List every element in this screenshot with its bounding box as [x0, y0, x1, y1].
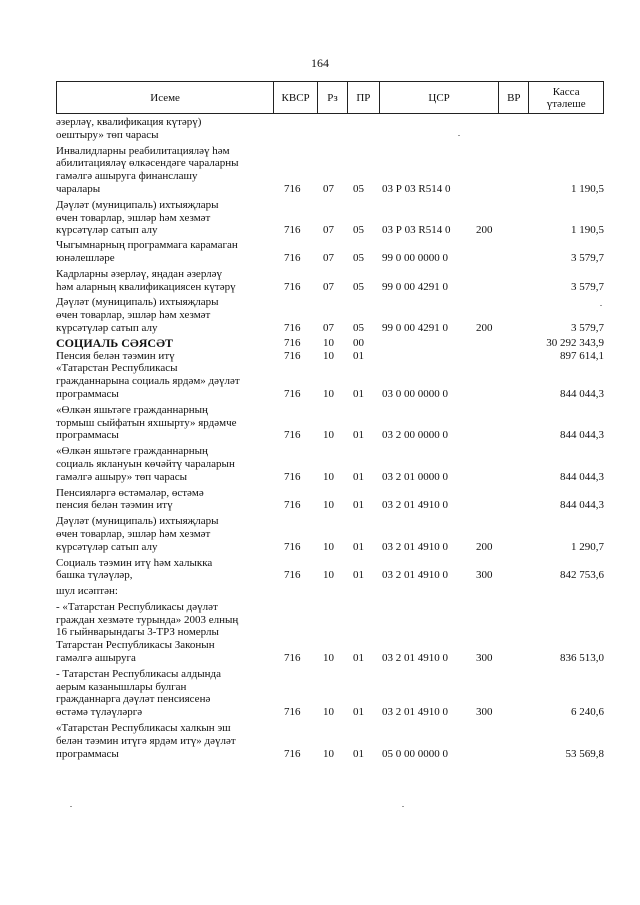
row-sum: 53 569,8	[565, 747, 604, 760]
header-kvsr: КВСР	[274, 82, 318, 113]
row-pr: 05	[353, 251, 364, 264]
row-name: «Татарстан Республикасы гражданнарына социаль ярдәм» дәүләт программасы	[56, 362, 240, 400]
table-row	[56, 350, 604, 363]
row-pr: 01	[353, 349, 364, 362]
row-name: «Татарстан Республикасы халкын эш белән тәэмин итүгә ярдәм итү» дәүләт программасы	[56, 722, 236, 760]
row-name: Дәүләт (муниципаль) ихтыяҗлары өчен товарлар, эшләр һәм хезмәт күрсәтүләр сатып алу	[56, 198, 219, 237]
row-rz: 10	[323, 349, 334, 362]
table-row	[56, 268, 604, 294]
row-rz: 10	[323, 706, 334, 719]
row-kvsr: 716	[284, 429, 301, 442]
row-name: әзерләү, квалификация күтәрү) оештыру» төп чарасы	[56, 116, 202, 141]
header-cash-execution: Касса үтәлеше	[546, 85, 586, 110]
row-csr: 99 0 00 0000 0	[382, 251, 448, 264]
row-vr: 200	[476, 224, 493, 237]
row-kvsr: 716	[284, 499, 301, 512]
row-sum: 3 579,7	[571, 321, 604, 334]
row-name: Дәүләт (муниципаль) ихтыяҗлары өчен товарлар, эшләр һәм хезмәт күрсәтүләр сатып алу	[56, 515, 219, 553]
row-sum: 844 044,3	[560, 429, 604, 442]
row-name: СОЦИАЛЬ СӘЯСӘТ	[56, 335, 173, 350]
row-pr: 00	[353, 336, 364, 349]
row-pr: 01	[353, 747, 364, 760]
row-csr: 99 0 00 4291 0	[382, 280, 448, 293]
row-kvsr: 716	[284, 747, 301, 760]
row-name: Дәүләт (муниципаль) ихтыяҗлары өчен товарлар, эшләр һәм хезмәт күрсәтүләр сатып алу	[56, 296, 219, 334]
page-number: 164	[311, 56, 329, 70]
row-pr: 05	[353, 224, 364, 237]
row-csr: 03 2 01 0000 0	[382, 470, 448, 483]
row-csr: 03 Р 03 R514 0	[382, 224, 451, 237]
row-rz: 07	[323, 321, 334, 334]
row-rz: 10	[323, 569, 334, 582]
row-sum: 844 044,3	[560, 470, 604, 483]
table-row	[56, 557, 604, 583]
row-rz: 10	[323, 336, 334, 349]
header-name: Исеме	[57, 82, 274, 113]
row-kvsr: 716	[284, 470, 301, 483]
row-rz: 10	[323, 470, 334, 483]
row-name: - Татарстан Республикасы алдында аерым казанышлары булган гражданнарга дәүләт пенсиясенә өстәмә түләүләргә	[56, 667, 221, 719]
row-sum: 844 044,3	[560, 387, 604, 400]
row-kvsr: 716	[284, 336, 301, 349]
row-pr: 01	[353, 652, 364, 665]
header-rz: Рз	[318, 82, 348, 113]
row-pr: 01	[353, 499, 364, 512]
row-sum: 1 190,5	[571, 224, 604, 237]
row-name: Пенсия белән тәэмин итү	[56, 349, 175, 362]
row-sum: 3 579,7	[571, 280, 604, 293]
table-header	[56, 81, 604, 114]
row-name: - «Татарстан Республикасы дәүләт граждан хезмәте турында» 2003 елның 16 гыйнварындагы 3-ТРЗ номерлы Татарстан Республикасы Законын гамәлгә ашыруга	[56, 600, 239, 665]
row-rz: 10	[323, 499, 334, 512]
row-name: Чыгымнарның программага карамаган юнәлешләре	[56, 239, 238, 264]
row-rz: 07	[323, 251, 334, 264]
row-rz: 10	[323, 429, 334, 442]
row-sum: 30 292 343,9	[546, 336, 604, 349]
row-csr: 03 2 01 4910 0	[382, 706, 448, 719]
row-rz: 07	[323, 224, 334, 237]
table-row	[56, 445, 604, 483]
row-sum: 844 044,3	[560, 499, 604, 512]
row-kvsr: 716	[284, 321, 301, 334]
table-row	[56, 296, 604, 334]
table-row	[56, 487, 604, 513]
row-kvsr: 716	[284, 182, 301, 195]
table-row	[56, 199, 604, 237]
table-row	[56, 116, 604, 142]
table-row	[56, 145, 604, 196]
row-kvsr: 716	[284, 251, 301, 264]
row-pr: 05	[353, 182, 364, 195]
row-name: шул исәптән:	[56, 585, 118, 598]
header-pr: ПР	[348, 82, 380, 113]
table-row	[56, 362, 604, 400]
row-kvsr: 716	[284, 387, 301, 400]
table-row	[56, 601, 604, 665]
row-vr: 300	[476, 706, 493, 719]
row-kvsr: 716	[284, 224, 301, 237]
row-rz: 07	[323, 280, 334, 293]
row-vr: 300	[476, 652, 493, 665]
table-row	[56, 337, 604, 350]
table-row	[56, 585, 604, 598]
row-kvsr: 716	[284, 540, 301, 553]
row-sum: 6 240,6	[571, 706, 604, 719]
row-pr: 05	[353, 321, 364, 334]
row-csr: 99 0 00 4291 0	[382, 321, 448, 334]
row-kvsr: 716	[284, 280, 301, 293]
row-rz: 10	[323, 540, 334, 553]
row-name: Кадрларны әзерләү, яңадан әзерләү һәм аларның квалификациясен күтәрү	[56, 267, 236, 293]
row-sum: 3 579,7	[571, 251, 604, 264]
row-vr: 200	[476, 540, 493, 553]
row-name: «Өлкән яшьтәге гражданнарның тормыш сыйфатын яхшырту» ярдәмче программасы	[56, 403, 237, 442]
row-rz: 10	[323, 387, 334, 400]
scan-speck	[600, 305, 602, 306]
row-rz: 10	[323, 747, 334, 760]
table-body	[56, 116, 604, 760]
row-csr: 03 2 01 4910 0	[382, 540, 448, 553]
row-name: Пенсиялəргə өстəмəлəр, өстəмə пенсия белəн тəэмин итү	[56, 486, 204, 512]
row-name: Инвалидларны реабилитацияләү һәм абилитацияләү өлкәсендәге чараларны гамәлгә ашыруга финанслашу чаралары	[56, 144, 239, 195]
row-kvsr: 716	[284, 652, 301, 665]
table-row	[56, 239, 604, 265]
row-kvsr: 716	[284, 569, 301, 582]
row-csr: 03 2 01 4910 0	[382, 569, 448, 582]
row-kvsr: 716	[284, 706, 301, 719]
header-csr: ЦСР	[380, 82, 500, 113]
table-row	[56, 668, 604, 719]
row-csr: 03 0 00 0000 0	[382, 387, 448, 400]
row-pr: 01	[353, 569, 364, 582]
row-sum: 842 753,6	[560, 569, 604, 582]
row-csr: 03 2 00 0000 0	[382, 429, 448, 442]
row-rz: 07	[323, 182, 334, 195]
row-pr: 01	[353, 429, 364, 442]
row-csr: 03 2 01 4910 0	[382, 652, 448, 665]
row-csr: 03 Р 03 R514 0	[382, 182, 451, 195]
table-row	[56, 404, 604, 442]
table-row	[56, 515, 604, 553]
row-name: «Өлкән яшьтәге гражданнарның социаль яклануын көчәйтү чараларын гамәлгә ашыру» төп чарасы	[56, 445, 235, 483]
row-csr: 03 2 01 4910 0	[382, 499, 448, 512]
scan-speck	[458, 135, 460, 136]
row-pr: 01	[353, 706, 364, 719]
row-kvsr: 716	[284, 349, 301, 362]
row-rz: 10	[323, 652, 334, 665]
row-vr: 200	[476, 321, 493, 334]
row-pr: 05	[353, 280, 364, 293]
row-sum: 1 190,5	[571, 182, 604, 195]
row-name: Социаль тәэмин итү һәм халыкка башка түләүләр,	[56, 556, 213, 582]
row-vr: 300	[476, 569, 493, 582]
row-pr: 01	[353, 470, 364, 483]
row-sum: 1 290,7	[571, 540, 604, 553]
header-vr: ВР	[499, 82, 529, 113]
scan-speck	[402, 806, 404, 807]
table-row	[56, 722, 604, 760]
row-sum: 897 614,1	[560, 349, 604, 362]
row-pr: 01	[353, 387, 364, 400]
row-sum: 836 513,0	[560, 652, 604, 665]
row-csr: 05 0 00 0000 0	[382, 747, 448, 760]
scan-speck	[70, 806, 72, 807]
row-pr: 01	[353, 540, 364, 553]
